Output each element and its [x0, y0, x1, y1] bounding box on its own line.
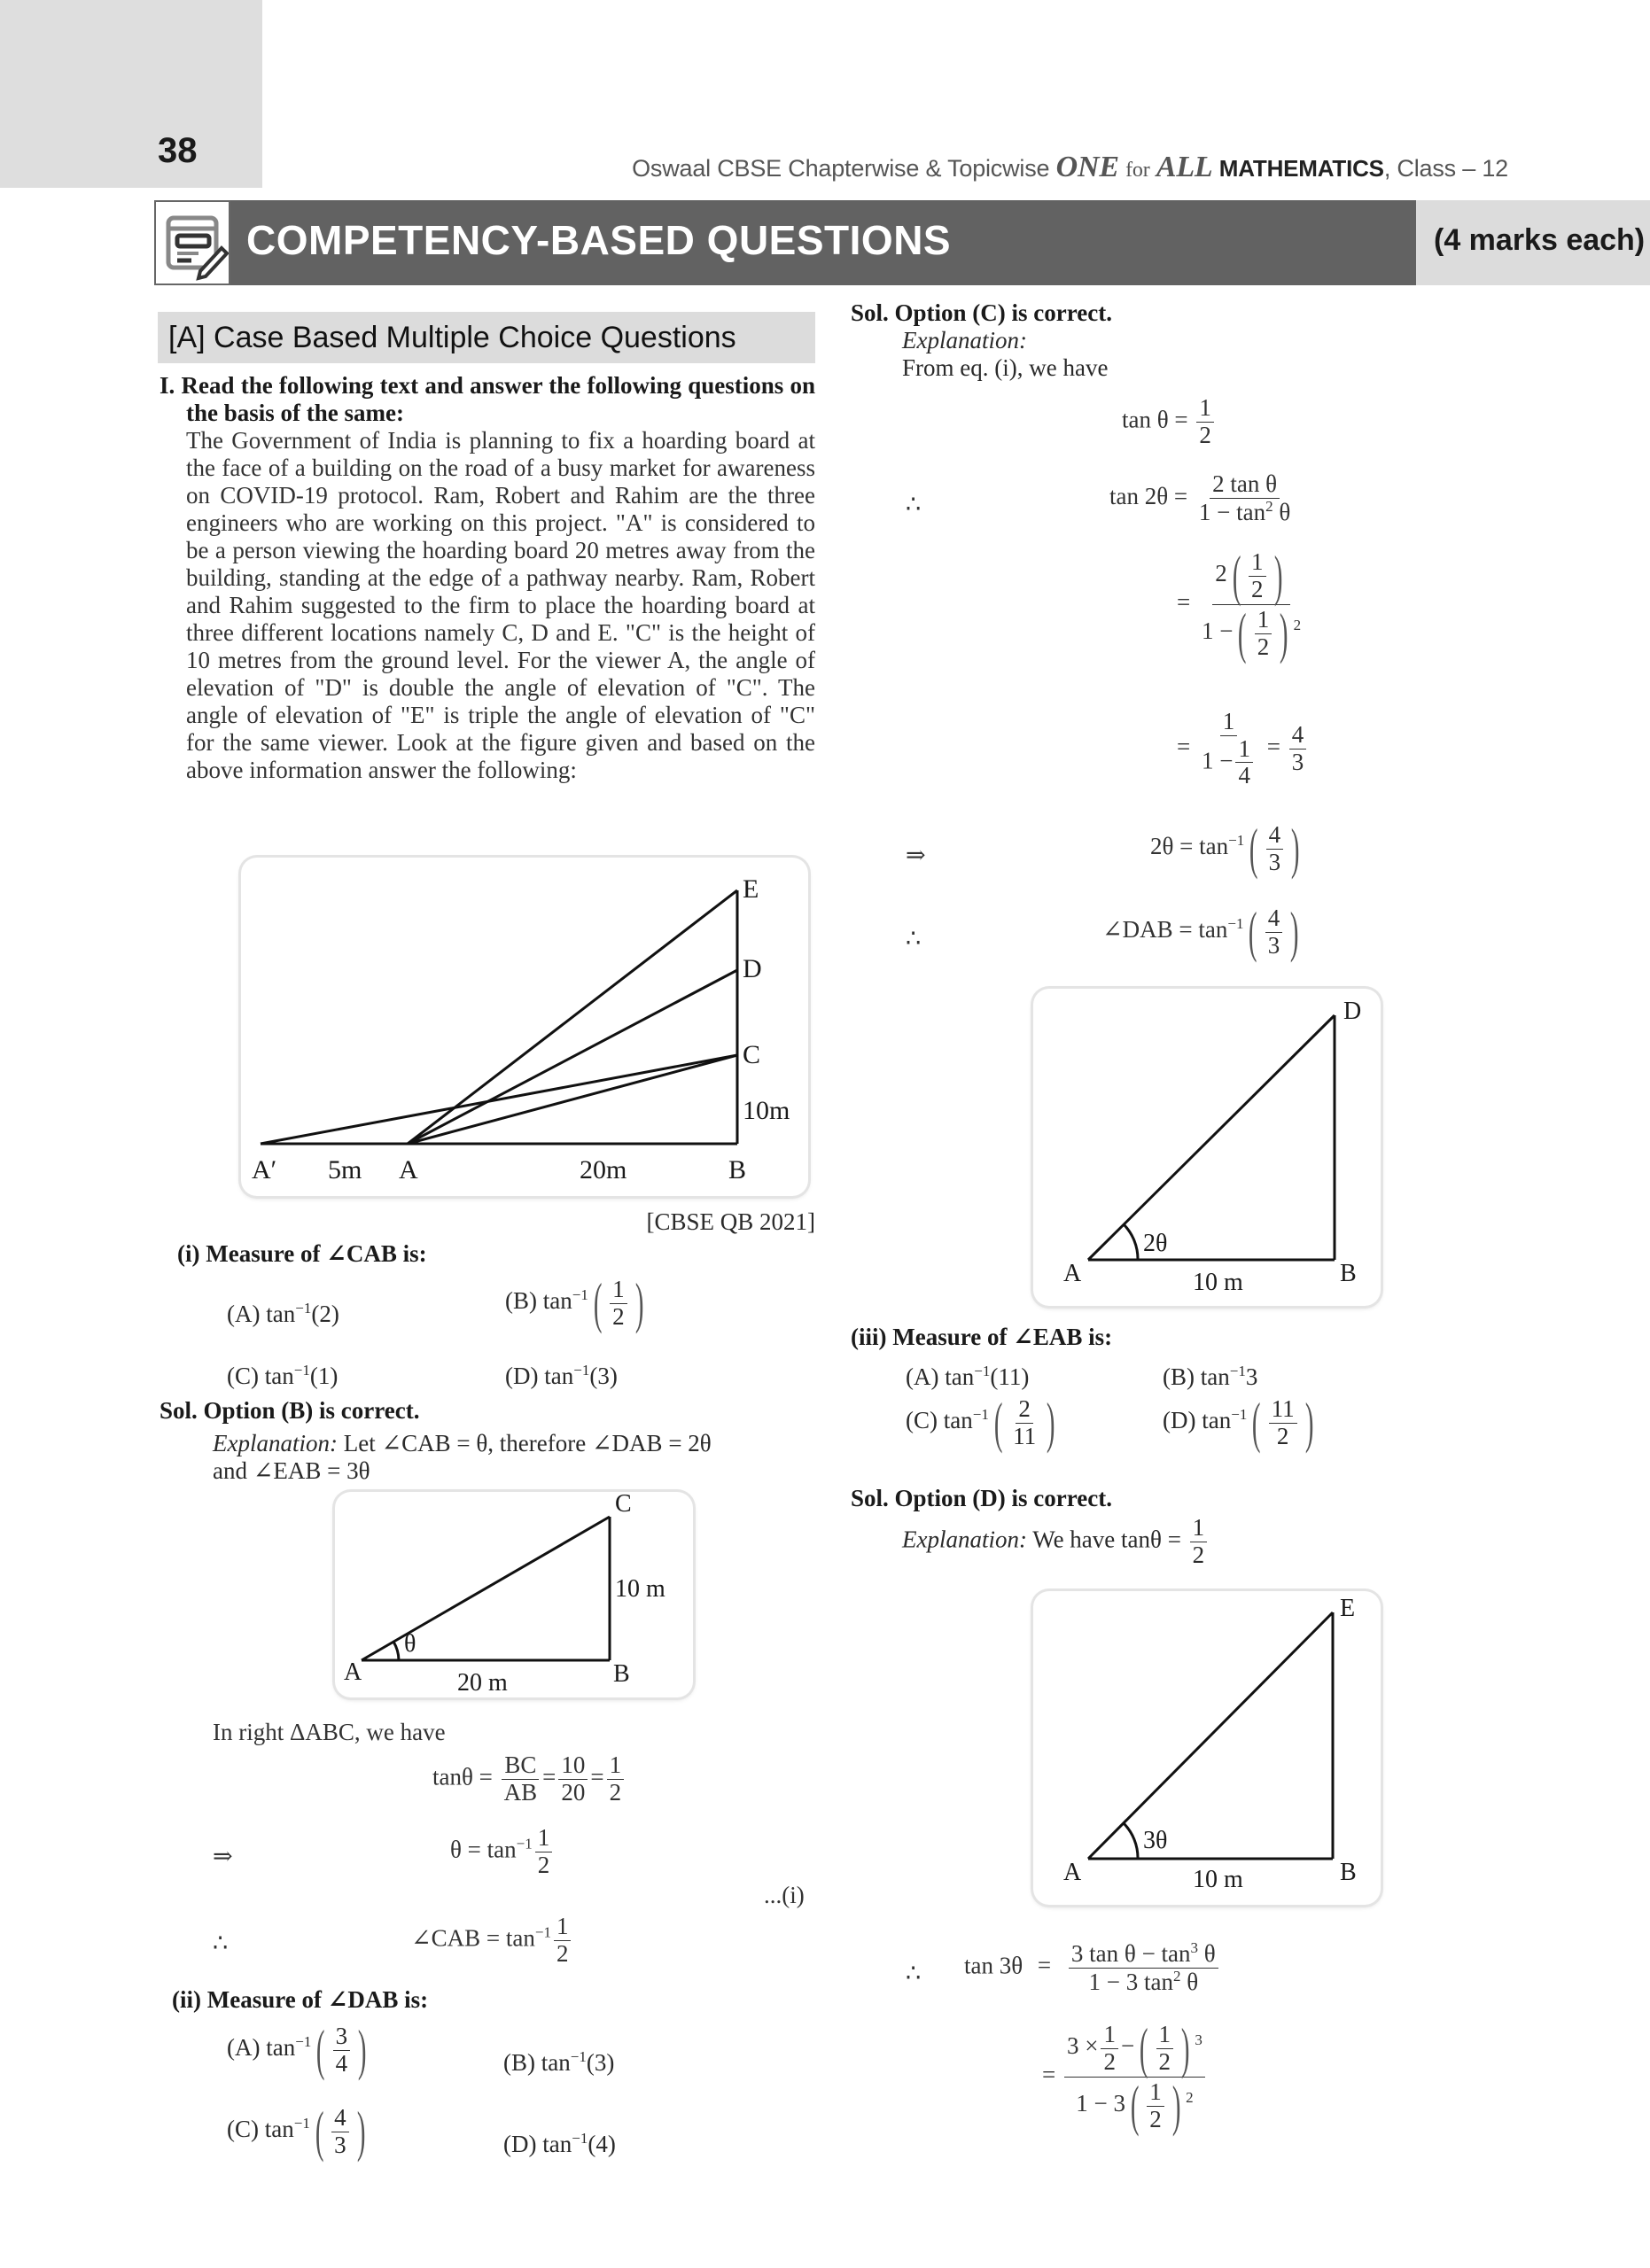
- triangle-abc-svg: [335, 1492, 693, 1697]
- option-key: (C): [227, 1363, 259, 1389]
- equation-tag: ...(i): [764, 1882, 805, 1908]
- lhs: θ =: [450, 1836, 481, 1863]
- running-head-prefix: Oswaal CBSE Chapterwise & Topicwise: [632, 155, 1050, 182]
- fn: tan: [505, 1924, 535, 1952]
- label-A-prime: A′: [252, 1155, 277, 1184]
- page-number: 38: [158, 131, 198, 170]
- fn: tan: [1199, 833, 1229, 860]
- label-height: 10 m: [615, 1575, 665, 1603]
- therefore-symbol: ∴: [906, 925, 922, 951]
- step-tan-theta: tanθ = $\frac{BC}{AB}$ = $\frac{10}{20}$ = $\frac{1}{2}$: [432, 1752, 627, 1806]
- subject: MATHEMATICS: [1218, 155, 1384, 182]
- frac-den: 3: [334, 2131, 346, 2158]
- frac-den: 2: [1149, 2105, 1162, 2132]
- num-post: θ: [1198, 1940, 1216, 1967]
- brand-one: ONE: [1055, 151, 1119, 183]
- part-i-prompt-text: Measure of ∠CAB is:: [206, 1240, 427, 1267]
- part-iii-option-c: (C) $\tan^{-1}$ ( $\frac{2}{11}$ ): [906, 1394, 1060, 1451]
- sup: −1: [1228, 832, 1245, 850]
- equals: =: [1042, 2061, 1056, 2088]
- label-B: B: [1340, 1859, 1357, 1886]
- explanation-text: We have tanθ =: [1032, 1526, 1181, 1553]
- label-A: A: [399, 1155, 418, 1184]
- sup: −1: [1227, 915, 1244, 933]
- num-pre: 2: [1215, 560, 1227, 587]
- option-key: (B): [505, 1287, 537, 1315]
- frac-den: 11: [1013, 1422, 1037, 1449]
- option-b: (B) $\tan^{-1}$ ( $\frac{1}{2}$ ): [505, 1275, 649, 1332]
- label-10m: 10m: [743, 1096, 790, 1125]
- part-ii-option-c: (C) $\tan^{-1}$ ( $\frac{4}{3}$ ): [227, 2103, 370, 2160]
- label-C: C: [615, 1492, 632, 1518]
- sup: 3: [1190, 1939, 1199, 1956]
- therefore-symbol: ∴: [213, 1930, 229, 1956]
- label-2theta: 2θ: [1143, 1230, 1168, 1257]
- label-B: B: [728, 1155, 747, 1184]
- explanation-text: Let ∠CAB = θ, therefore ∠DAB = 2θ: [343, 1430, 712, 1456]
- label-base: 20 m: [457, 1669, 508, 1697]
- option-key: (C): [227, 2116, 259, 2143]
- step-dab: [1102, 904, 1304, 960]
- lhs: 2θ =: [1150, 833, 1194, 860]
- section-banner: [154, 200, 1646, 285]
- part-ii-prompt: [160, 1986, 828, 2014]
- frac-den: 2: [1257, 633, 1270, 660]
- explanation-label: Explanation:: [213, 1430, 338, 1456]
- label-A: A: [344, 1658, 362, 1686]
- sup: 2: [1172, 1967, 1181, 1984]
- step-tan-2theta: [1109, 471, 1296, 525]
- sup: 2: [1293, 617, 1302, 634]
- frac-num: 1: [607, 1752, 625, 1780]
- frac-num: ( 4: [331, 2105, 349, 2132]
- label-D: D: [1343, 998, 1362, 1025]
- label-3theta: 3θ: [1143, 1827, 1168, 1854]
- part-ii-option-d: (D) $\tan^{-1}(4)$: [503, 2130, 616, 2157]
- triangle-abd-svg: [1033, 989, 1381, 1306]
- banner-title-box: [230, 200, 1416, 285]
- angle-arc: [393, 1642, 399, 1660]
- option-key: (D): [505, 1363, 539, 1389]
- option-key: (B): [1163, 1363, 1195, 1390]
- frac-den: 1 − tan: [1198, 498, 1266, 525]
- explanation-text: From eq. (i), we have: [902, 354, 1109, 381]
- line-A-D: [408, 970, 737, 1144]
- question-instruction: [160, 372, 815, 427]
- label-C: C: [743, 1040, 761, 1069]
- label-D: D: [743, 954, 762, 983]
- step-cab: [411, 1914, 573, 1967]
- worksheet-pencil-icon: [154, 200, 230, 285]
- label-base: 10 m: [1193, 1866, 1243, 1893]
- frac-den: 3: [1267, 931, 1280, 959]
- lhs: ∠DAB =: [1102, 916, 1193, 944]
- question-number: I.: [160, 372, 175, 399]
- part-i-solution: [160, 1397, 815, 1425]
- sol-label: Sol.: [851, 1485, 889, 1511]
- triangle-abe-svg: [1033, 1591, 1381, 1905]
- sup: 2: [1265, 497, 1273, 515]
- equals: =: [1037, 1952, 1052, 1979]
- section-heading: [158, 312, 815, 363]
- label-A: A: [1063, 1859, 1082, 1886]
- equals: =: [1266, 733, 1280, 760]
- den-pre: 1 − 3 tan: [1088, 1968, 1173, 1995]
- frac-den: 2: [609, 1778, 622, 1806]
- label-base: 10 m: [1193, 1269, 1243, 1296]
- figure-triangle-abd: [1033, 989, 1381, 1306]
- frac-den-post: θ: [1273, 498, 1291, 525]
- option-key: (C): [906, 1407, 938, 1434]
- sol-text: Option (D) is correct.: [894, 1485, 1112, 1511]
- running-head: [632, 151, 1508, 184]
- frac-den: 2: [1192, 1541, 1205, 1568]
- sup: 2: [1186, 2089, 1194, 2107]
- frac-num: ( 1: [610, 1277, 627, 1304]
- option-key: (A): [227, 2034, 261, 2062]
- frac-num: ( 1: [1156, 2022, 1174, 2049]
- side-AD: [1088, 1015, 1335, 1260]
- frac-num: ( 11: [1269, 1396, 1297, 1424]
- frac-num: ( 1: [1255, 607, 1273, 634]
- part-i-options: [160, 1268, 815, 1401]
- part-iii-option-d: (D) $\tan^{-1}$ ( $\frac{11}{2}$ ): [1163, 1394, 1319, 1451]
- question-instruction-text: Read the following text and answer the following questions on the basis of the same:: [181, 372, 815, 426]
- part-ii-option-b: (B) $\tan^{-1}(3)$: [503, 2048, 615, 2076]
- angle-arc: [1124, 1224, 1138, 1260]
- banner-title: COMPETENCY-BASED QUESTIONS: [246, 217, 952, 263]
- part-ii-prompt-text: Measure of ∠DAB is:: [206, 1986, 429, 2013]
- step-tan-theta-half: [1122, 395, 1217, 448]
- den-pre: 1 − 3: [1076, 2090, 1125, 2117]
- part-iii-option-b: (B) $\tan^{-1}3$: [1163, 1363, 1258, 1390]
- class-suffix: , Class – 12: [1383, 155, 1508, 182]
- source-tag: [CBSE QB 2021]: [646, 1208, 815, 1235]
- part-iii-solution: [851, 1485, 1400, 1512]
- frac-den: AB: [503, 1778, 538, 1806]
- therefore-symbol: ∴: [906, 1960, 922, 1986]
- elevation-diagram: [241, 858, 808, 1196]
- frac-num: ( 1: [1249, 549, 1266, 577]
- frac-num: BC: [502, 1752, 539, 1780]
- step-substitute: [1177, 548, 1306, 662]
- den-pre: 1 −: [1201, 747, 1234, 774]
- frac-den: 2: [1276, 1422, 1289, 1449]
- banner-marks-box: [1416, 200, 1650, 285]
- frac-num: 10: [558, 1752, 588, 1780]
- explanation-label: Explanation:: [902, 1526, 1027, 1553]
- option-key: (A): [906, 1363, 939, 1390]
- side-AC: [362, 1517, 610, 1660]
- lhs: tanθ =: [432, 1763, 493, 1790]
- brand-for: for: [1125, 159, 1150, 182]
- frac-den: 4: [335, 2049, 348, 2077]
- angle-arc: [1124, 1823, 1138, 1859]
- part-iii-option-a: (A) $\tan^{-1}(11)$: [906, 1363, 1030, 1390]
- sol-label: Sol.: [160, 1397, 198, 1424]
- frac-num: ( 1: [1147, 2079, 1164, 2107]
- lhs: ∠CAB =: [411, 1924, 501, 1952]
- frac-num: 1: [1101, 2022, 1118, 2049]
- main-figure: [241, 858, 808, 1196]
- frac-num: 1: [535, 1825, 553, 1852]
- sup: −1: [516, 1835, 533, 1852]
- option-key: (D): [503, 2131, 537, 2157]
- part-i-label: (i): [177, 1240, 200, 1267]
- part-iii-explanation: [902, 1515, 1210, 1568]
- frac-den: 20: [561, 1778, 586, 1806]
- frac-num: ( 3: [333, 2023, 351, 2051]
- label-A: A: [1063, 1260, 1082, 1287]
- fn: tan: [486, 1836, 517, 1863]
- part-iii-prompt: [851, 1324, 1400, 1351]
- option-key: (D): [1163, 1407, 1196, 1434]
- line-A-E: [408, 890, 737, 1144]
- frac-num: ( 2: [1016, 1396, 1033, 1424]
- label-20m: 20m: [580, 1155, 627, 1184]
- explanation-text-2: and ∠EAB = 3θ: [213, 1457, 370, 1484]
- option-c: (C) $\tan^{-1}(1)$: [227, 1362, 339, 1389]
- label-theta: θ: [404, 1630, 416, 1658]
- label-B: B: [613, 1660, 630, 1688]
- frac-den: 3: [1268, 848, 1281, 875]
- implies-symbol: ⇒: [213, 1843, 233, 1869]
- part-iii-prompt-text: Measure of ∠EAB is:: [892, 1324, 1113, 1350]
- part-i-prompt: [160, 1240, 815, 1268]
- part-ii-solution: [851, 299, 1400, 382]
- implies-symbol: ⇒: [906, 842, 926, 868]
- part-ii-option-a: (A) $\tan^{-1}$ ( $\frac{3}{4}$ ): [227, 2022, 371, 2078]
- frac-den: 2: [1103, 2047, 1116, 2075]
- label-E: E: [743, 874, 759, 904]
- step-theta: [450, 1825, 555, 1878]
- frac-den: 4: [1238, 762, 1250, 789]
- page-number-tab: [0, 0, 262, 188]
- section-heading-text: [A] Case Based Multiple Choice Questions: [168, 321, 736, 354]
- num-pre: 3 ×: [1066, 2032, 1099, 2060]
- den-post: θ: [1180, 1968, 1199, 1995]
- side-AE: [1088, 1612, 1333, 1859]
- marks-label: (4 marks each): [1434, 223, 1646, 257]
- label-5m: 5m: [328, 1155, 362, 1184]
- question-block: [160, 372, 815, 784]
- frac-num: 4: [1289, 722, 1307, 750]
- frac-den: 2: [1251, 575, 1264, 602]
- sol-label: Sol.: [851, 299, 889, 326]
- frac-num: 1: [554, 1914, 572, 1941]
- equals: =: [1177, 588, 1191, 616]
- frac-num: 1: [1235, 736, 1253, 764]
- frac-den: 2: [1199, 421, 1211, 448]
- frac-num: ( 4: [1266, 822, 1284, 850]
- line-Aprime-C: [261, 1055, 737, 1144]
- frac-num: 2 tan θ: [1210, 471, 1280, 499]
- frac-num: 1: [1196, 395, 1214, 423]
- num-pre: 3 tan θ − tan: [1070, 1940, 1191, 1967]
- frac-den: 2: [1158, 2047, 1171, 2075]
- frac-num: ( 4: [1265, 905, 1283, 933]
- frac-den: 2: [537, 1851, 550, 1878]
- sol-text: Option (B) is correct.: [203, 1397, 420, 1424]
- sup: −1: [534, 1923, 551, 1941]
- line-A-C: [408, 1055, 737, 1144]
- explanation-label: Explanation:: [902, 327, 1027, 353]
- figure-triangle-abc: [335, 1492, 693, 1697]
- lhs: tan 2θ =: [1109, 482, 1188, 509]
- sol-text: Option (C) is correct.: [894, 299, 1112, 326]
- part-iii-label: (iii): [851, 1324, 887, 1350]
- frac-den: 3: [1291, 749, 1304, 776]
- den-pre: 1 −: [1201, 617, 1234, 645]
- frac-num: 1: [1190, 1515, 1208, 1542]
- figure-triangle-abe: [1033, 1591, 1381, 1905]
- step-simplify: [1177, 709, 1309, 789]
- lhs: tan 3θ: [964, 1952, 1023, 1979]
- step-2theta: [1150, 820, 1304, 877]
- part-i-explanation: [160, 1430, 815, 1485]
- option-key: (B): [503, 2049, 535, 2076]
- lhs: tan θ =: [1122, 406, 1188, 433]
- step-tan-3theta: [964, 1940, 1221, 1995]
- option-a: (A) $\tan^{-1}(2)$: [227, 1300, 339, 1327]
- frac-den: 2: [556, 1939, 569, 1967]
- case-passage: The Government of India is planning to fix a hoarding board at the face of a building on the road of a busy market for awareness on COVID-19 protocol. Ram, Robert and Rahim are the three engineers who are working on this project. "A" is considered to be a person viewing the hoarding board 20 metres away from the building, standing at the edge of a pathway nearby. Ram, Robert and Rahim suggested to the firm to place the hoarding board at three different locations namely C, D and E. "C" is the height of 10 metres from the ground level. For the viewer A, the angle of elevation of "D" is double the angle of elevation of "C". The angle of elevation of "E" is triple the angle of elevation of "C" for the same viewer. Look at the figure given and based on the above information answer the following:: [186, 427, 815, 783]
- label-E: E: [1340, 1595, 1356, 1622]
- part-ii-label: (ii): [172, 1986, 201, 2013]
- frac-num: 1: [1220, 709, 1238, 736]
- option-key: (A): [227, 1301, 261, 1327]
- step-intro: In right ΔABC, we have: [213, 1719, 446, 1745]
- fn: tan: [1198, 916, 1228, 944]
- label-B: B: [1340, 1260, 1357, 1287]
- sup: 3: [1195, 2031, 1202, 2049]
- part-i: [160, 1240, 815, 1485]
- brand-all: ALL: [1156, 151, 1213, 183]
- minus: −: [1120, 2032, 1135, 2060]
- step-tan-3theta-substitute: [1042, 2020, 1208, 2134]
- equals: =: [1177, 733, 1191, 760]
- option-d: (D) $\tan^{-1}(3)$: [505, 1362, 618, 1389]
- frac-den: 2: [612, 1302, 625, 1330]
- therefore-symbol: ∴: [906, 491, 922, 517]
